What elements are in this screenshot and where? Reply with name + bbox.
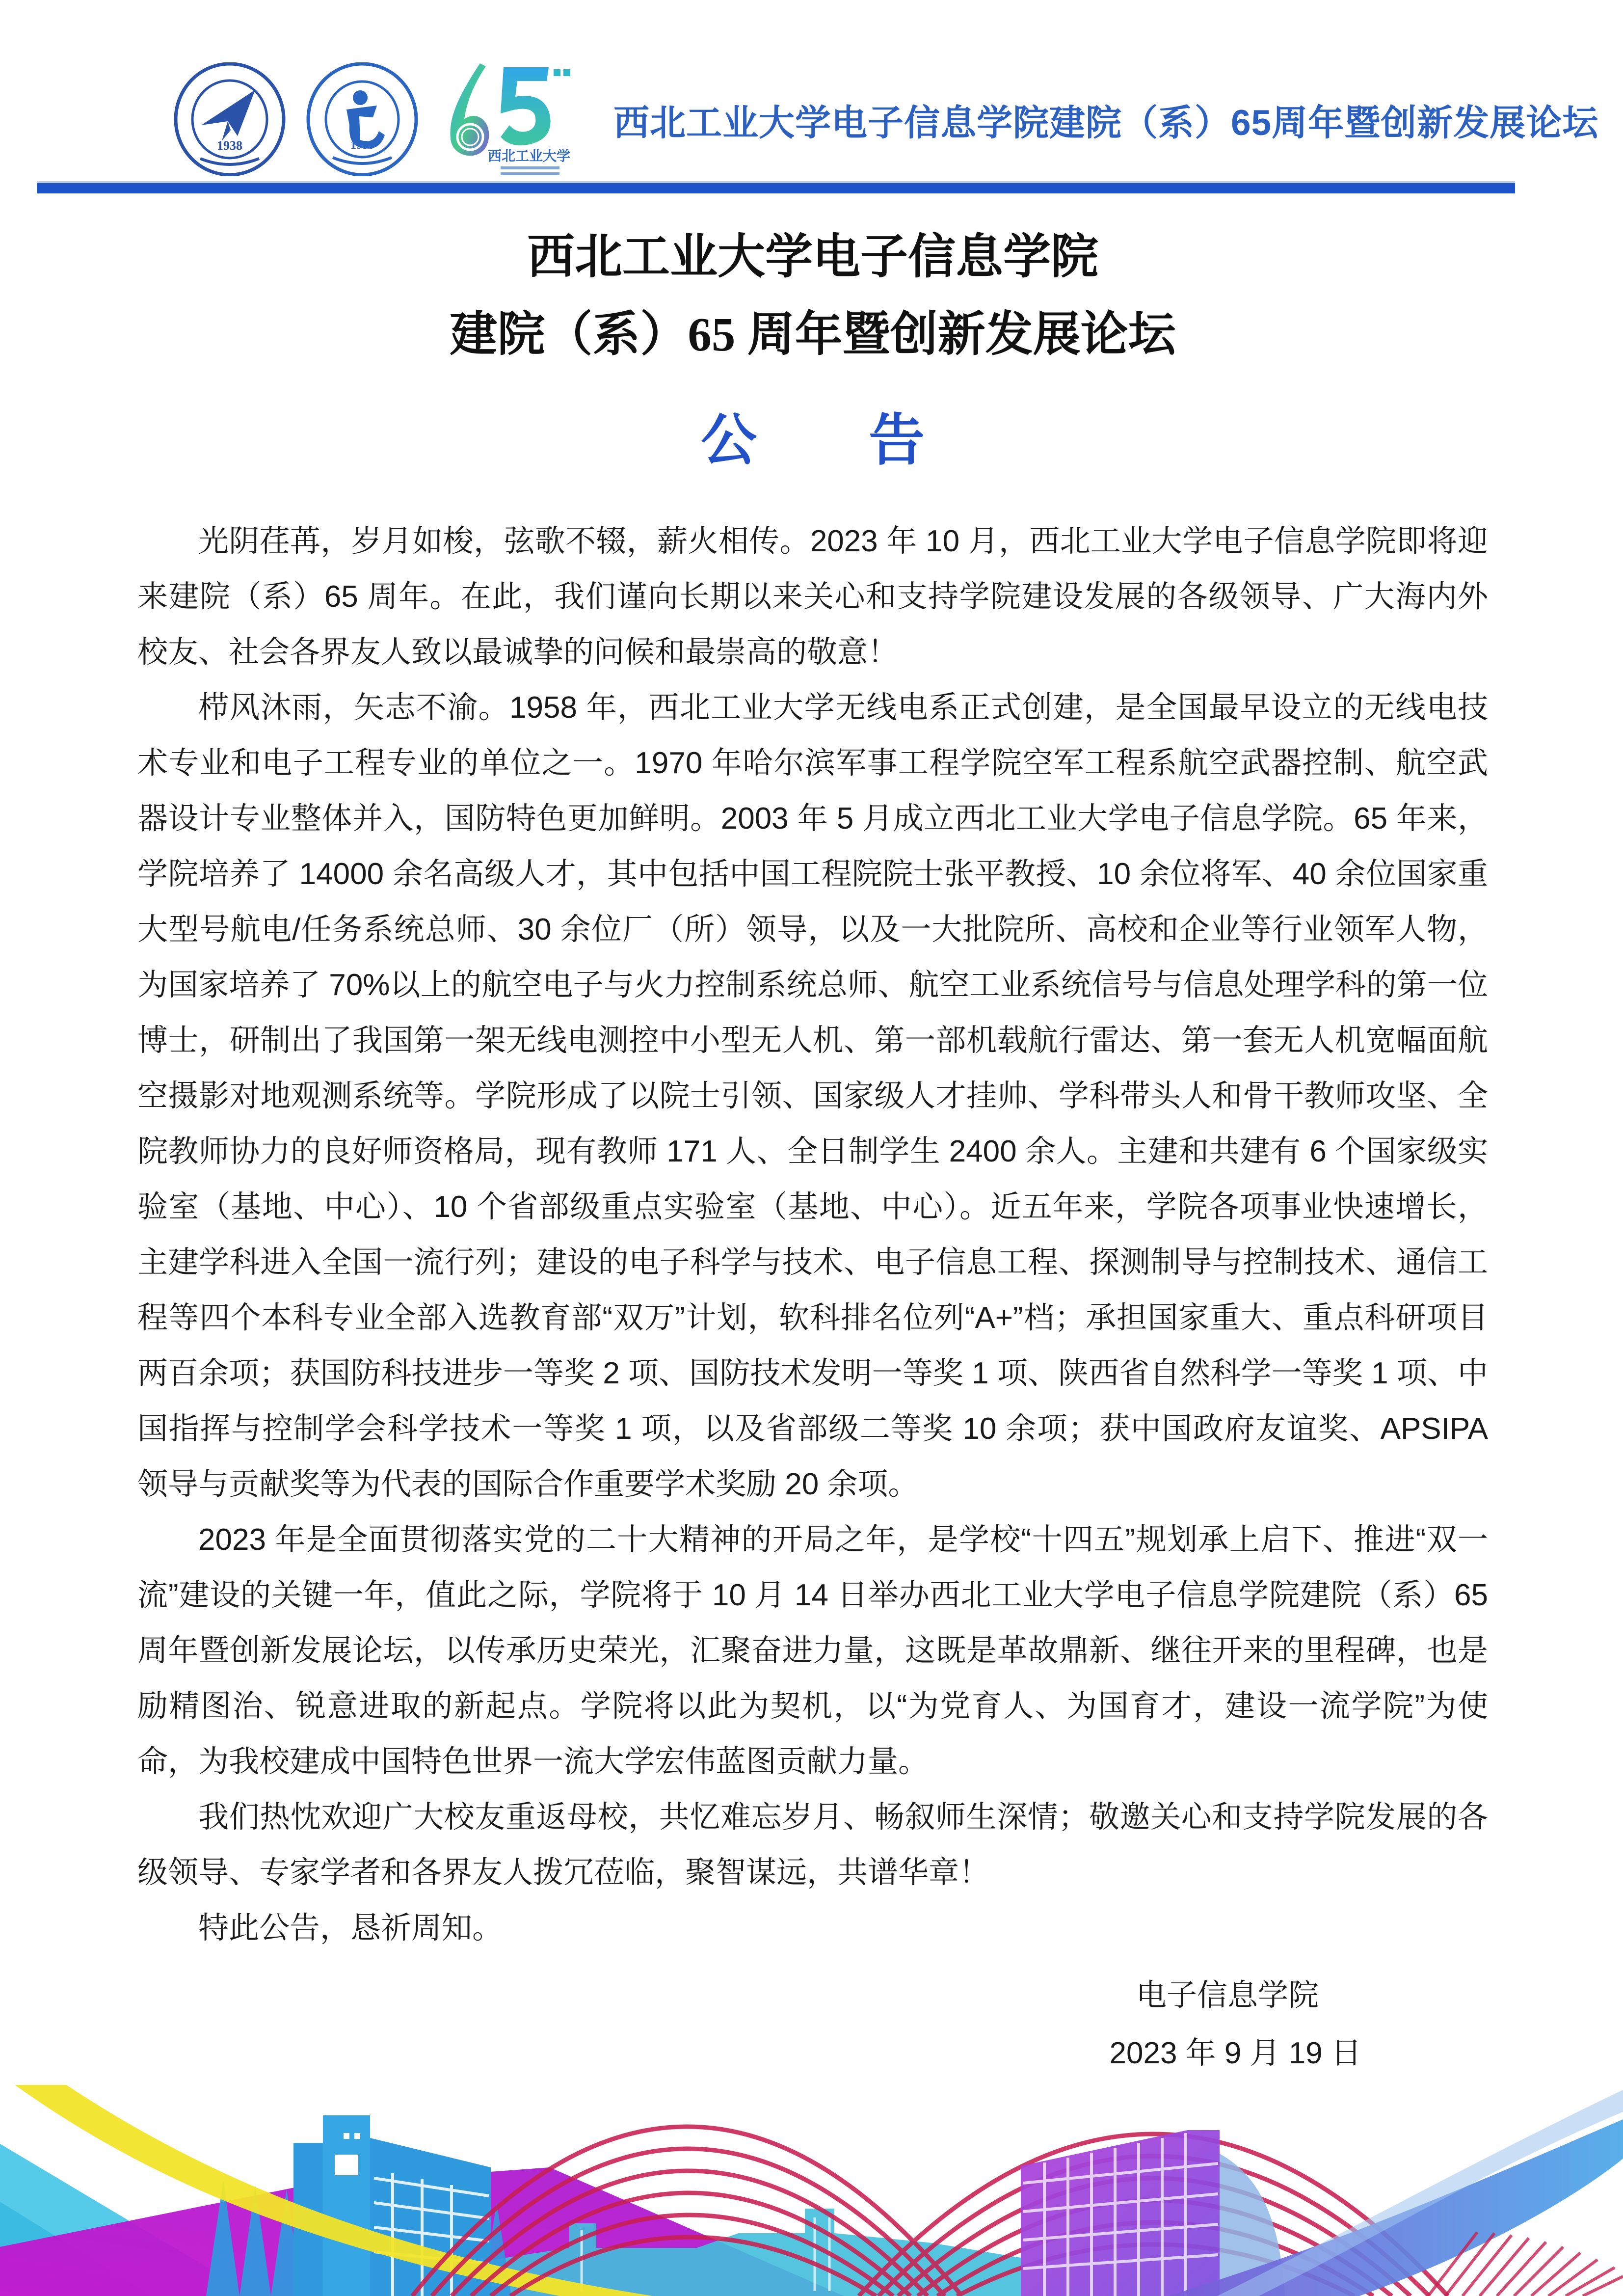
doc-title-line2: 建院（系）65 周年暨创新发展论坛 — [450, 308, 1176, 361]
signature: 电子信息学院 — [1136, 1978, 1319, 2012]
school-seal-icon — [305, 62, 419, 176]
header-forum-title: 西北工业大学电子信息学院建院（系）65周年暨创新发展论坛 — [613, 103, 1599, 143]
notice-heading: 公 告 — [700, 409, 925, 472]
seal-year: 1938 — [217, 138, 242, 153]
notice-paragraphs — [137, 513, 1488, 1956]
announcement-body — [137, 220, 1488, 2080]
caption-line — [501, 166, 559, 169]
page-header — [173, 58, 1599, 181]
paragraph-3: 2023 年是全面贯彻落实党的二十大精神的开局之年，是学校“十四五”规划承上启下、推进“双一流”建设的关键一年，值此之际，学院将于 10 月 14 日举办西北工业大学电子信息学院建院（系）65 周年暨创新发展论坛，以传承历史荣光，汇聚奋进力量，这既是革故鼎新、继往开来的里程碑，也是励精图治、锐意进取的新起点。学院将以此为契机，以“为党育人、为国育才，建设一流学院”为使命，为我校建成中国特色世界一流大学宏伟蓝图贡献力量。 — [137, 1523, 1488, 1779]
footer-skyline-graphic — [0, 2085, 1623, 2296]
caption-line — [501, 172, 559, 175]
paragraph-4: 我们热忱欢迎广大校友重返母校，共忆难忘岁月、畅叙师生深情；敬邀关心和支持学院发展的各级领导、专家学者和各界友人拨冗莅临，聚智谋远，共谱华章！ — [137, 1800, 1488, 1890]
header-divider — [37, 181, 1515, 193]
npu-university-seal-icon — [173, 62, 287, 176]
doc-title-line1: 西北工业大学电子信息学院 — [527, 231, 1098, 283]
seal-year: 1958 — [350, 139, 374, 152]
numeral-5-shape — [501, 67, 551, 145]
anniversary-65-logo-icon — [438, 59, 585, 179]
anniversary-caption: 西北工业大学 — [487, 149, 571, 164]
paragraph-1: 光阴荏苒，岁月如梭，弦歌不辍，薪火相传。2023 年 10 月，西北工业大学电子信息学院即将迎来建院（系）65 周年。在此，我们谨向长期以来关心和支持学院建设发展的各级领导、广大海内外校友、社会各界友人致以最诚挚的问候和最崇高的敬意！ — [137, 524, 1488, 669]
paragraph-2: 栉风沐雨，矢志不渝。1958 年，西北工业大学无线电系正式创建，是全国最早设立的无线电技术专业和电子工程专业的单位之一。1970 年哈尔滨军事工程学院空军工程系航空武器控制、航空武器设计专业整体并入，国防特色更加鲜明。2003 年 5 月成立西北工业大学电子信息学院。65 年来，学院培养了 14000 余名高级人才，其中包括中国工程院院士张平教授、10 余位将军、40 余位国家重大型号航电/任务系统总师、30 余位厂（所）领导，以及一大批院所、高校和企业等行业领军人物，为国家培养了 70%以上的航空电子与火力控制系统总师、航空工业系统信号与信息处理学科的第一位博士，研制出了我国第一架无线电测控中小型无人机、第一部机载航行雷达、第一套无人机宽幅面航空摄影对地观测系统等。学院形成了以院士引领、国家级人才挂帅、学科带头人和骨干教师攻坚、全院教师协力的良好师资格局，现有教师 171 人、全日制学生 2400 余人。主建和共建有 6 个国家级实验室（基地、中心）、10 个省部级重点实验室（基地、中心）。近五年来，学院各项事业快速增长，主建学科进入全国一流行列；建设的电子科学与技术、电子信息工程、探测制导与控制技术、通信工程等四个本科专业全部入选教育部“双万”计划，软科排名位列“A+”档；承担国家重大、重点科研项目两百余项；获国防科技进步一等奖 2 项、国防技术发明一等奖 1 项、陕西省自然科学一等奖 1 项、中国指挥与控制学会科学技术一等奖 1 项，以及省部级二等奖 10 余项；获中国政府友谊奖、APSIPA 领导与贡献奖等为代表的国际合作重要学术奖励 20 余项。 — [137, 691, 1488, 1501]
figure-head-icon — [353, 90, 368, 105]
paragraph-5: 特此公告，恳祈周知。 — [198, 1911, 503, 1945]
signature-block — [137, 1969, 1488, 2080]
date: 2023 年 9 月 19 日 — [1109, 2036, 1361, 2070]
